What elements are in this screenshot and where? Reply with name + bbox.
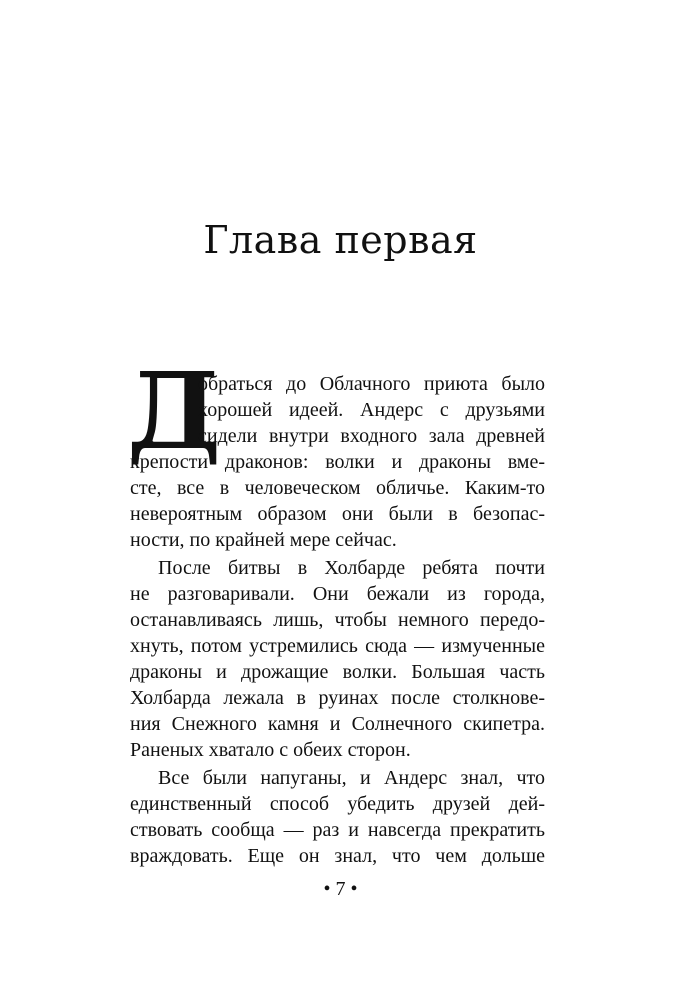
text-line: После битвы в Холбарде ребята почти <box>158 557 545 579</box>
text-line: останавливаясь лишь, чтобы немного передо- <box>130 609 545 631</box>
text-line: сте, все в человеческом обличье. Каким-то <box>130 477 545 499</box>
text-line: хнуть, потом устремились сюда — измученные <box>130 635 545 657</box>
text-line: драконы и дрожащие волки. Большая часть <box>130 661 545 683</box>
text-line: ствовать сообща — раз и навсегда прекратить <box>130 819 545 841</box>
text-line: обраться до Облачного приюта было <box>198 373 545 395</box>
text-line: Все были напуганы, и Андерс знал, что <box>158 767 545 789</box>
text-line: Раненых хватало с обеих сторон. <box>130 739 411 761</box>
text-line: сидели внутри входного зала древней <box>198 425 545 447</box>
text-line: не разговаривали. Они бежали из города, <box>130 583 545 605</box>
text-line: враждовать. Еще он знал, что чем дольше <box>130 845 545 867</box>
drop-cap: Д <box>127 348 222 473</box>
text-line: невероятным образом они были в безопас- <box>130 503 545 525</box>
text-line: хорошей идеей. Андерс с друзьями <box>198 399 545 421</box>
text-line: крепости драконов: волки и драконы вме- <box>130 451 545 473</box>
text-line: ния Снежного камня и Солнечного скипетра. <box>130 713 545 735</box>
text-line: ности, по крайней мере сейчас. <box>130 529 397 551</box>
chapter-title: Глава первая <box>203 218 478 262</box>
text-line: единственный способ убедить друзей дей- <box>130 793 545 815</box>
text-line: Холбарда лежала в руинах после столкнове- <box>130 687 545 709</box>
page-number: • 7 • <box>323 878 358 900</box>
